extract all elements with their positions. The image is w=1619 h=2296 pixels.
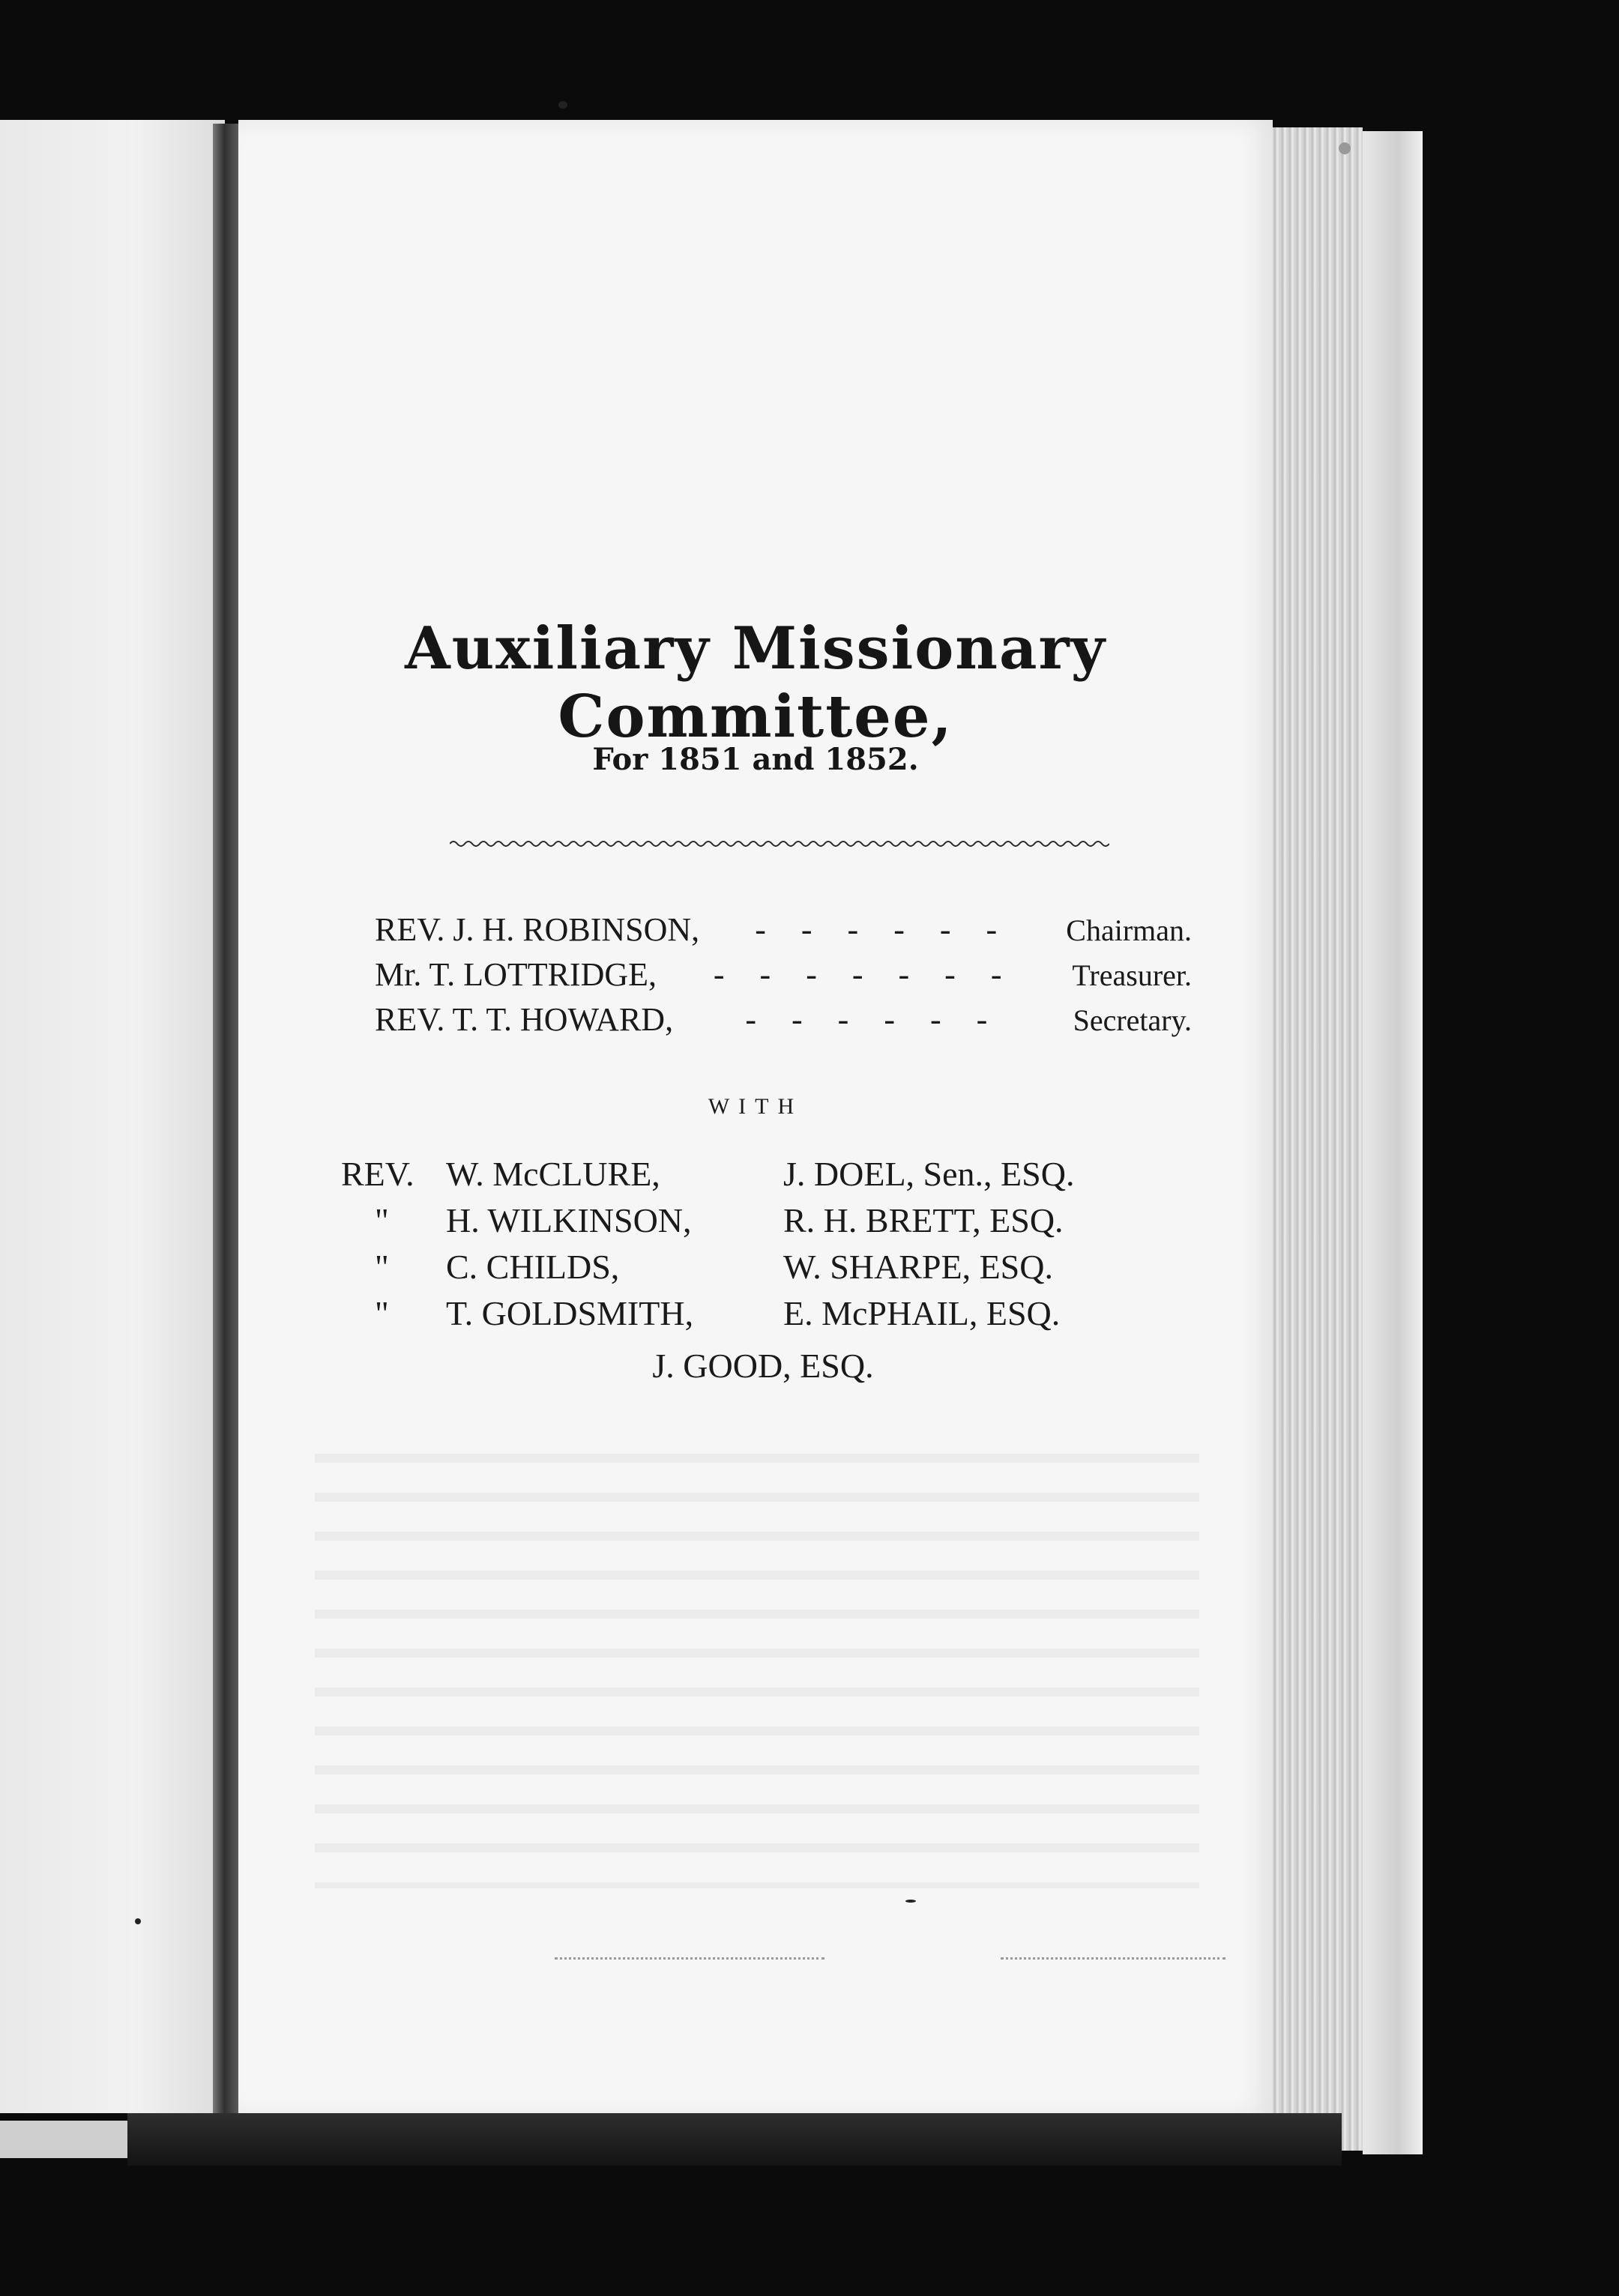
dust-speck [135, 1918, 141, 1924]
member-row [341, 1293, 1074, 1340]
member-row [341, 1247, 1074, 1293]
bottom-dotted-rule [1001, 1957, 1225, 1960]
officer-row [375, 955, 1192, 1000]
page-edges [1273, 127, 1363, 2151]
show-through-texture [315, 1424, 1199, 1888]
officer-name: Mr. T. LOTTRIDGE, [375, 956, 657, 993]
page-title: Auxiliary Missionary Committee, [405, 614, 1106, 751]
dust-speck [1339, 142, 1351, 154]
member-row [341, 1200, 1074, 1247]
leader-dashes: - - - - - - [745, 1001, 1001, 1038]
bottom-dotted-rule [555, 1957, 824, 1960]
member-esquire: R. H. BRETT, ESQ. [783, 1201, 1064, 1239]
member-name: W. McCLURE, [446, 1155, 660, 1193]
member-name: C. CHILDS, [446, 1248, 620, 1286]
dust-speck [905, 1900, 916, 1903]
left-page-bleed-mark [45, 577, 105, 637]
member-esquire: J. DOEL, Sen., ESQ. [783, 1155, 1075, 1193]
left-page [0, 120, 225, 2113]
officer-name: REV. T. T. HOWARD, [375, 1001, 674, 1038]
book-spine [213, 124, 238, 2117]
member-prefix: " [375, 1294, 389, 1332]
members-list [341, 1154, 1074, 1340]
last-member: J. GOOD, ESQ. [652, 1347, 874, 1385]
leader-dashes: - - - - - - - [713, 956, 1016, 993]
officer-name: REV. J. H. ROBINSON, [375, 911, 700, 948]
dust-speck [558, 101, 567, 109]
member-row [341, 1154, 1074, 1200]
officer-role: Secretary. [1073, 1003, 1192, 1037]
book-bottom-shadow [127, 2113, 1342, 2166]
officers-list [375, 910, 1192, 1045]
back-cover [1363, 131, 1423, 2154]
with-label: WITH [708, 1094, 804, 1119]
page-subtitle: For 1851 and 1852. [592, 742, 919, 777]
leader-dashes: - - - - - - [755, 911, 1011, 948]
member-name: T. GOLDSMITH, [446, 1294, 694, 1332]
member-esquire: W. SHARPE, ESQ. [783, 1248, 1053, 1286]
member-prefix: " [375, 1248, 389, 1286]
officer-row [375, 910, 1192, 955]
member-prefix: REV. [341, 1155, 414, 1193]
member-esquire: E. McPHAIL, ESQ. [783, 1294, 1061, 1332]
officer-row [375, 1000, 1192, 1045]
officer-role: Chairman. [1066, 913, 1192, 947]
member-prefix: " [375, 1201, 389, 1239]
member-name: H. WILKINSON, [446, 1201, 692, 1239]
wavy-rule [450, 839, 1109, 848]
officer-role: Treasurer. [1072, 958, 1192, 992]
